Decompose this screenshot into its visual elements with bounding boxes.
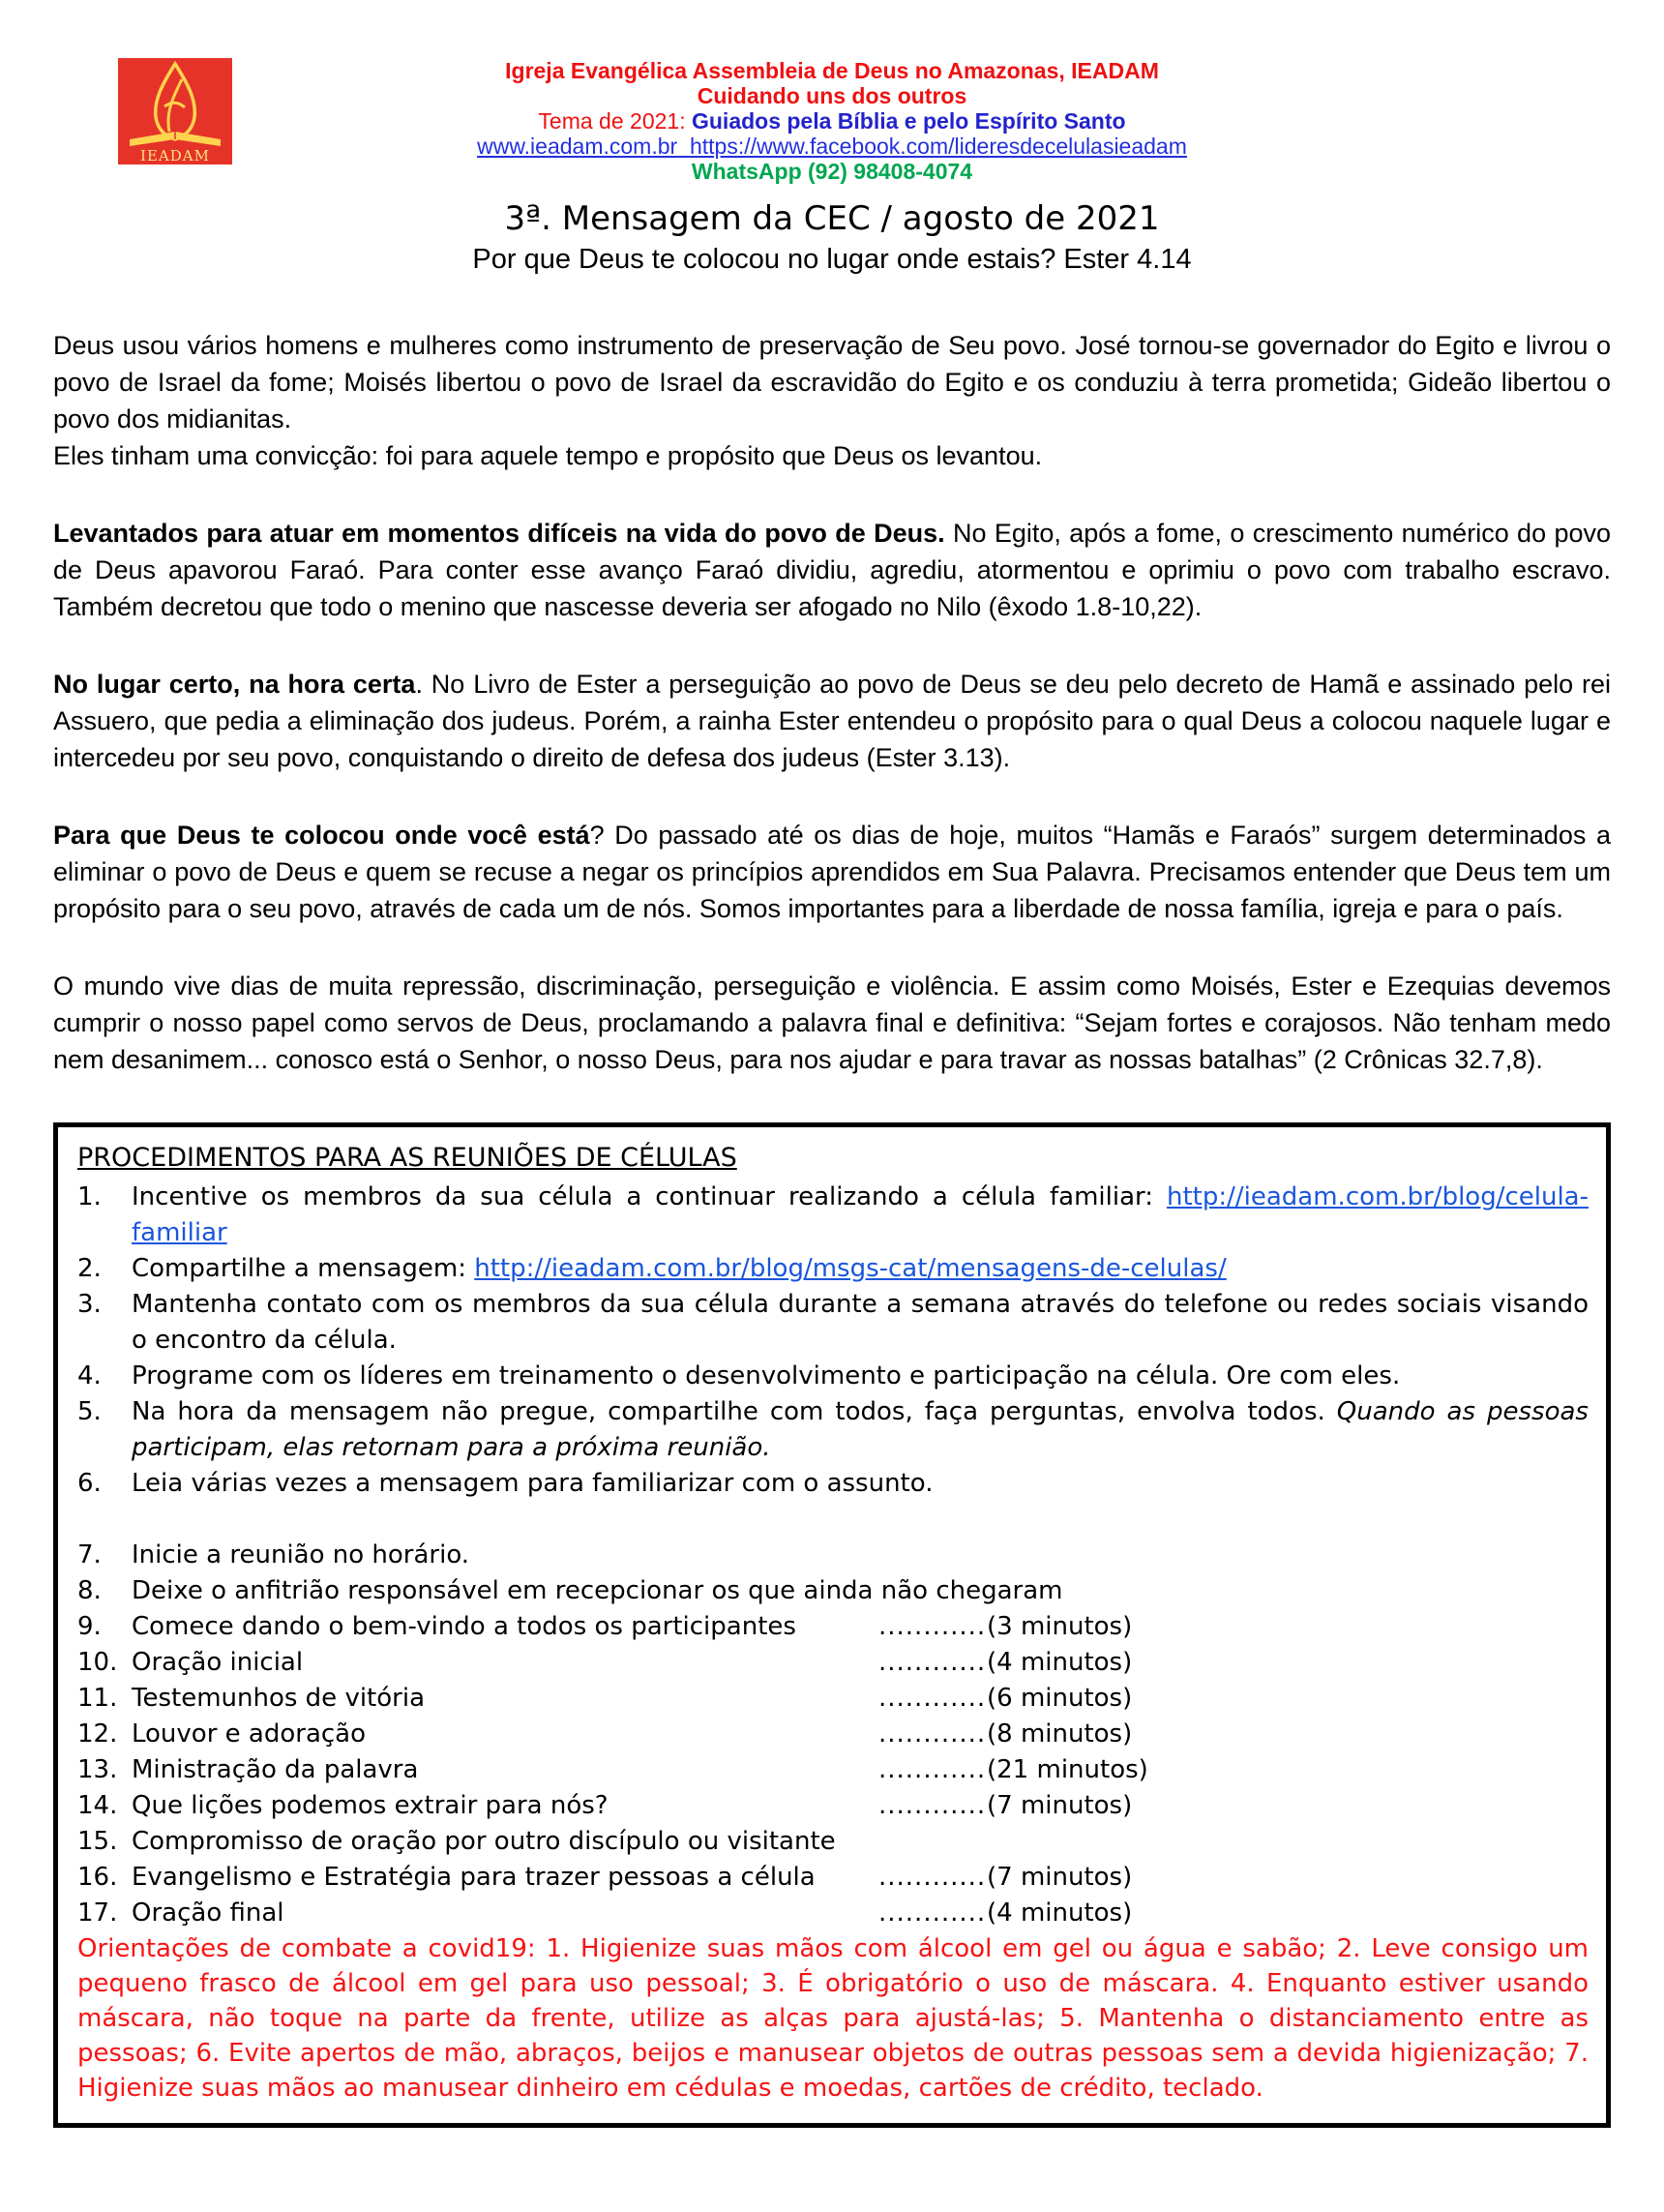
header-motto: Cuidando uns dos outros [697,83,967,108]
paragraph-5-text: O mundo vive dias de muita repressão, discriminação, perseguição e violência. E assim como Moisés, Ester e Ezequias devemos cumprir o nosso papel como servos de Deus, proclamando a palavra final e definitiva: “Sejam fortes e corajosos. Não tenham medo nem desanimem... conosco está o Senhor, o nosso Deus, para nos ajudar e para travar as nossas batalhas” (2 Crônicas 32.7,8). [53,971,1611,1074]
facebook-link[interactable]: https://www.facebook.com/lideresdecelulasieadam [689,134,1187,159]
theme-line [53,108,1611,134]
procedure-item-12: 12. Louvor e adoração ............ (8 minutos) [77,1719,1133,1749]
header-block [53,58,1611,184]
paragraph-3-text: . No Livro de Ester a perseguição ao povo de Deus se deu pelo decreto de Hamã e assinado pelo rei Assuero, que pedia a eliminação dos judeus. Porém, a rainha Ester entendeu o propósito para o qual Deus a colocou naquele lugar e intercedeu por seu povo, conquistando o direito de defesa dos judeus (Ester 3.13). [53,670,1611,772]
procedure-item-8: 8. Deixe o anfitrião responsável em recepcionar os que ainda não chegaram [77,1576,1063,1605]
procedure-item-9: 9. Comece dando o bem-vindo a todos os participantes ............ (3 minutos) [77,1612,1133,1641]
paragraph-2 [53,515,1611,625]
procedure-item-16: 16. Evangelismo e Estratégia para trazer pessoas a célula ............ (7 minutos) [77,1863,1133,1892]
paragraph-3-lead: No lugar certo, na hora certa [53,670,416,699]
paragraph-4-text: ? Do passado até os dias de hoje, muitos “Hamãs e Faraós” surgem determinados a eliminar o povo de Deus e quem se recuse a negar os princípios aprendidos em Sua Palavra. Precisamos entender que Deus tem um propósito para o seu povo, através de cada um de nós. Somos importantes para a liberdade de nossa família, igreja e para o país. [53,821,1611,923]
message-title: 3ª. Mensagem da CEC / agosto de 2021 [504,199,1160,238]
paragraph-1 [53,327,1611,474]
paragraph-3 [53,666,1611,776]
procedure-item-7: 7. Inicie a reunião no horário. [77,1540,470,1569]
procedure-item-17: 17. Oração final ............ (4 minutos) [77,1898,1133,1928]
procedure-item-4: 4. Programe com os líderes em treinamento o desenvolvimento e participação na célula. Ore com eles. [77,1361,1401,1390]
links-line [53,134,1611,159]
paragraph-4-lead: Para que Deus te colocou onde você está [53,821,590,850]
procedure-item-5: 5. Na hora da mensagem não pregue, compartilhe com todos, faça perguntas, envolva todos. Quando as pessoas participam, elas retornam para a próxima reunião. [77,1397,1589,1462]
mensagens-link[interactable]: http://ieadam.com.br/blog/msgs-cat/mensagens-de-celulas/ [474,1254,1227,1283]
procedures-heading: PROCEDIMENTOS PARA AS REUNIÕES DE CÉLULAS [77,1143,737,1173]
celula-familiar-link[interactable]: http://ieadam.com.br/blog/celula-familiar [132,1182,1589,1247]
paragraph-1-text: Deus usou vários homens e mulheres como instrumento de preservação de Seu povo. José tornou-se governador do Egito e livrou o povo de Israel da fome; Moisés libertou o povo de Israel da escravidão do Egito e os conduziu à terra prometida; Gideão libertou o povo dos midianitas. [53,331,1611,433]
theme-prefix: Tema de 2021: [538,108,692,134]
covid-guidelines: Orientações de combate a covid19: 1. Higienize suas mãos com álcool em gel ou água e sabão; 2. Leve consigo um pequeno frasco de álcool em gel para uso pessoal; 3. É obrigatório o uso de máscara. 4. Enquanto estiver usando máscara, não toque na parte da frente, utilize as alças para ajustá-las; 5. Mantenha o distanciamento entre as pessoas; 6. Evite apertos de mão, abraços, beijos e manusear objetos de outras pessoas sem a devida higienização; 7. Higienize suas mãos ao manusear dinheiro em cédulas e moedas, cartões de crédito, teclado. [77,1934,1589,2103]
procedures-box [53,1122,1611,2128]
procedure-item-10: 10. Oração inicial ............ (4 minutos) [77,1648,1133,1677]
ieadam-logo-graphic [118,58,232,164]
website-link[interactable]: www.ieadam.com.br [477,134,678,159]
procedure-item-14: 14. Que lições podemos extrair para nós? ............ (7 minutos) [77,1791,1133,1820]
procedure-item-1: 1. Incentive os membros da sua célula a continuar realizando a célula familiar: http://ieadam.com.br/blog/celula-familiar [77,1182,1589,1247]
procedure-item-11: 11. Testemunhos de vitória ............ (6 minutos) [77,1684,1133,1713]
procedure-item-6: 6. Leia várias vezes a mensagem para familiarizar com o assunto. [77,1469,934,1498]
procedure-item-13: 13. Ministração da palavra ............ (21 minutos) [77,1755,1148,1784]
paragraph-2-lead: Levantados para atuar em momentos difíceis na vida do povo de Deus. [53,519,945,548]
whatsapp-line: WhatsApp (92) 98408-4074 [691,159,973,184]
list-gap [77,1502,1589,1538]
theme-text: Guiados pela Bíblia e pelo Espírito Santo [691,108,1126,134]
paragraph-1-text2: Eles tinham uma convicção: foi para aquele tempo e propósito que Deus os levantou. [53,441,1043,470]
message-subtitle: Por que Deus te colocou no lugar onde estais? Ester 4.14 [472,244,1192,275]
church-logo [118,58,232,164]
procedure-item-15: 15. Compromisso de oração por outro discípulo ou visitante [77,1827,836,1856]
paragraph-2-text: No Egito, após a fome, o crescimento numérico do povo de Deus apavorou Faraó. Para conter esse avanço Faraó dividiu, agrediu, atormentou e oprimiu o povo com trabalho escravo. Também decretou que todo o menino que nascesse deveria ser afogado no Nilo (êxodo 1.8-10,22). [53,519,1611,621]
procedure-item-2: 2. Compartilhe a mensagem: http://ieadam.com.br/blog/msgs-cat/mensagens-de-celulas/ [77,1254,1227,1283]
paragraph-4 [53,817,1611,927]
church-name: Igreja Evangélica Assembleia de Deus no Amazonas, IEADAM [505,58,1159,83]
logo-text: IEADAM [140,147,210,164]
procedure-item-3: 3. Mantenha contato com os membros da sua célula durante a semana através do telefone ou redes sociais visando o encontro da célula. [77,1290,1589,1355]
paragraph-5 [53,968,1611,1078]
